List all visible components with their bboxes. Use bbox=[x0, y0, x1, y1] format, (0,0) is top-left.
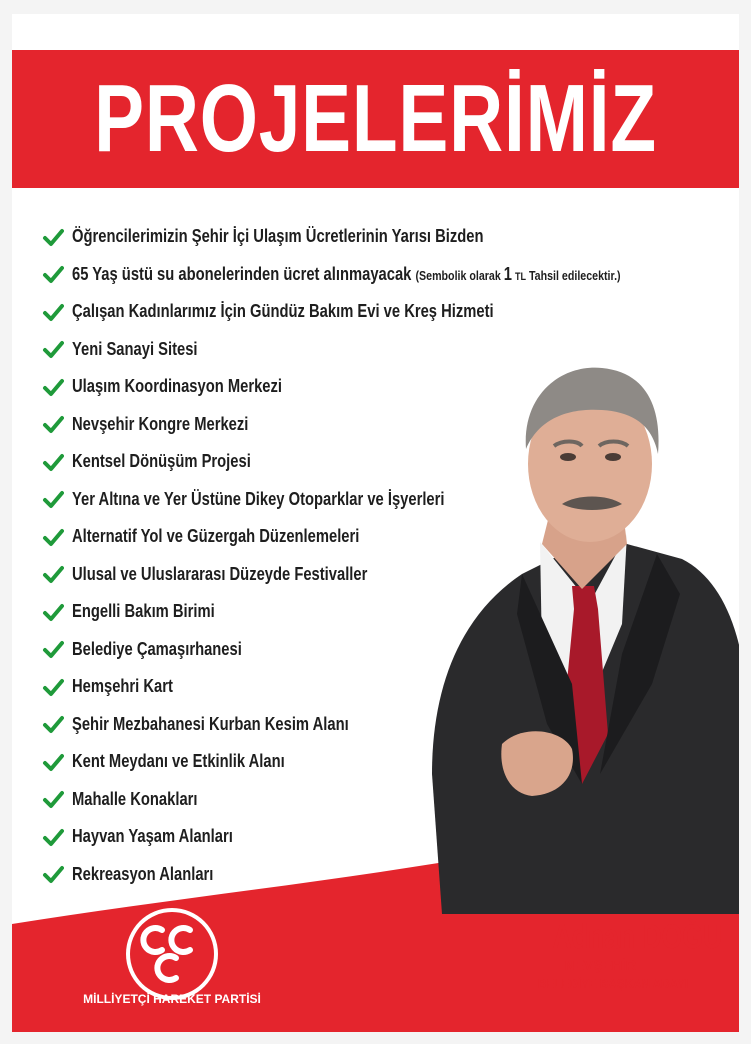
check-icon bbox=[42, 638, 64, 660]
check-icon bbox=[42, 263, 64, 285]
list-item bbox=[42, 593, 739, 631]
list-item bbox=[42, 818, 739, 856]
project-label: Yer Altına ve Yer Üstüne Dikey Otoparklar ve İşyerleri bbox=[72, 488, 445, 509]
project-label: Yeni Sanayi Sitesi bbox=[72, 338, 198, 359]
list-item bbox=[42, 518, 739, 556]
list-item bbox=[42, 631, 739, 669]
party-name: MİLLİYETÇİ HAREKET PARTİSİ bbox=[83, 992, 261, 1006]
project-label: Hayvan Yaşam Alanları bbox=[72, 826, 233, 847]
check-icon bbox=[42, 713, 64, 735]
title-band bbox=[12, 50, 739, 188]
party-logo-icon bbox=[124, 906, 220, 1002]
list-item bbox=[42, 218, 739, 256]
list-item bbox=[42, 331, 739, 369]
check-icon bbox=[42, 451, 64, 473]
check-icon bbox=[42, 226, 64, 248]
note-suffix: Tahsil edilecektir.) bbox=[528, 267, 621, 283]
project-label bbox=[72, 264, 621, 285]
list-item bbox=[42, 443, 739, 481]
project-note bbox=[415, 263, 621, 284]
list-item bbox=[42, 406, 739, 444]
project-label: Engelli Bakım Birimi bbox=[72, 601, 215, 622]
project-label: Öğrencilerimizin Şehir İçi Ulaşım Ücretlerinin Yarısı Bizden bbox=[72, 226, 484, 247]
list-item bbox=[42, 293, 739, 331]
project-label-main: 65 Yaş üstü su abonelerinden ücret alınmayacak bbox=[72, 263, 412, 284]
check-icon bbox=[42, 488, 64, 510]
list-item bbox=[42, 856, 739, 894]
poster bbox=[12, 14, 739, 1032]
projects-list bbox=[42, 218, 739, 893]
check-icon bbox=[42, 301, 64, 323]
candidate-name: Adnan DOĞU bbox=[552, 918, 722, 956]
note-currency: TL bbox=[514, 270, 526, 283]
project-label: Çalışan Kadınlarımız İçin Gündüz Bakım Evi ve Kreş Hizmeti bbox=[72, 301, 494, 322]
project-label: Ulusal ve Uluslararası Düzeyde Festivaller bbox=[72, 563, 368, 584]
check-icon bbox=[42, 601, 64, 623]
candidate-position: BELEDİYE BAŞKAN ADAYI bbox=[538, 976, 688, 991]
page-title: PROJELERİMİZ bbox=[94, 65, 657, 172]
check-icon bbox=[42, 413, 64, 435]
project-label: Alternatif Yol ve Güzergah Düzenlemeleri bbox=[72, 526, 360, 547]
list-item bbox=[42, 556, 739, 594]
project-label: Kentsel Dönüşüm Projesi bbox=[72, 451, 251, 472]
project-label: Ulaşım Koordinasyon Merkezi bbox=[72, 376, 282, 397]
list-item bbox=[42, 256, 739, 294]
project-label: Nevşehir Kongre Merkezi bbox=[72, 413, 249, 434]
list-item bbox=[42, 481, 739, 519]
note-prefix: (Sembolik olarak bbox=[415, 267, 501, 283]
check-icon bbox=[42, 526, 64, 548]
check-icon bbox=[42, 376, 64, 398]
project-label: Mahalle Konakları bbox=[72, 788, 198, 809]
project-label: Kent Meydanı ve Etkinlik Alanı bbox=[72, 751, 285, 772]
list-item bbox=[42, 781, 739, 819]
list-item bbox=[42, 743, 739, 781]
list-item bbox=[42, 368, 739, 406]
candidate-city: NEVŞEHİR bbox=[564, 957, 636, 973]
check-icon bbox=[42, 788, 64, 810]
note-amount: 1 bbox=[503, 263, 512, 284]
check-icon bbox=[42, 751, 64, 773]
list-item bbox=[42, 706, 739, 744]
check-icon bbox=[42, 826, 64, 848]
project-label: Şehir Mezbahanesi Kurban Kesim Alanı bbox=[72, 713, 349, 734]
list-item bbox=[42, 668, 739, 706]
project-label: Belediye Çamaşırhanesi bbox=[72, 638, 242, 659]
check-icon bbox=[42, 676, 64, 698]
project-label: Rekreasyon Alanları bbox=[72, 863, 214, 884]
project-label: Hemşehri Kart bbox=[72, 676, 173, 697]
check-icon bbox=[42, 863, 64, 885]
check-icon bbox=[42, 563, 64, 585]
check-icon bbox=[42, 338, 64, 360]
